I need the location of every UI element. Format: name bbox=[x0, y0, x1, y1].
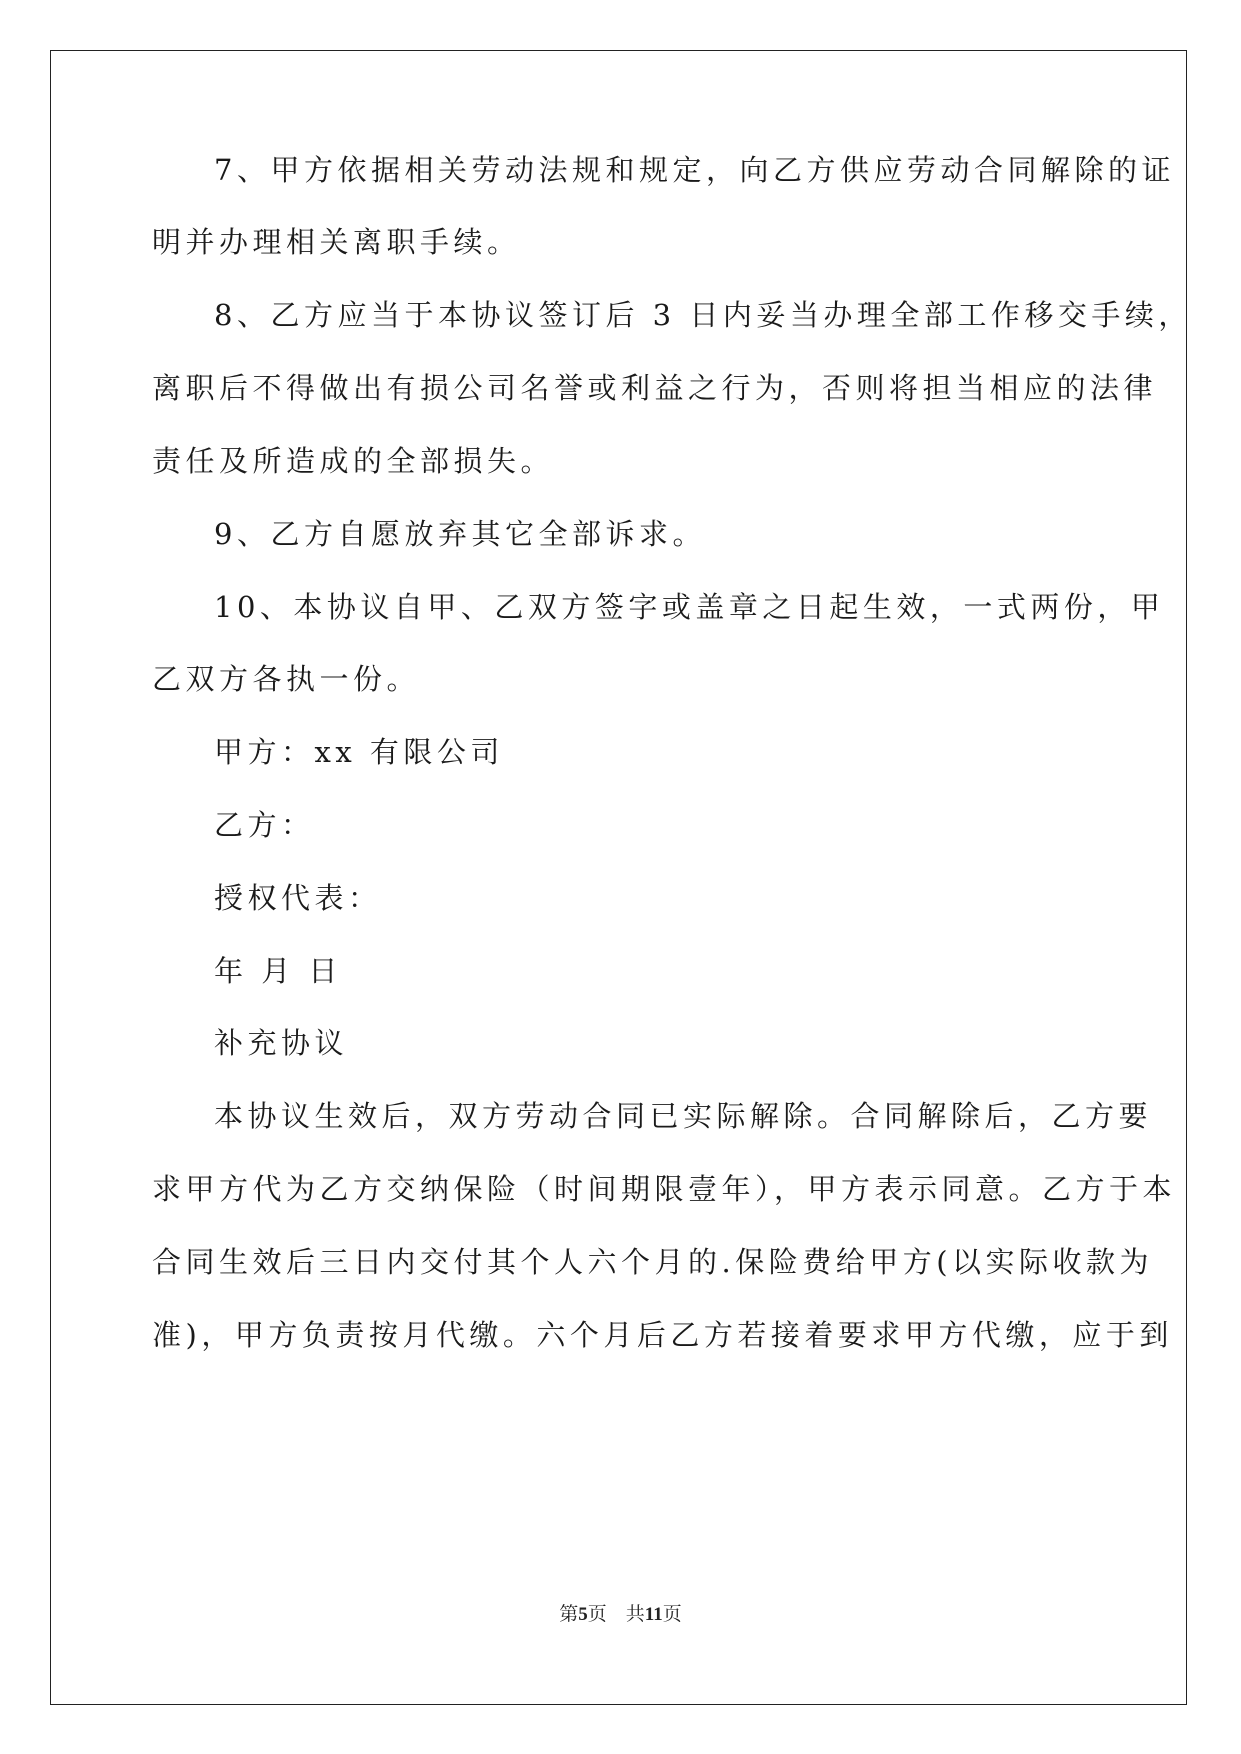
total-pages-number: 11 bbox=[644, 1604, 663, 1625]
paragraph-7-line-1: 7、甲方依据相关劳动法规和规定，向乙方供应劳动合同解除的证 bbox=[214, 153, 1175, 187]
paragraph-10-line-1: 10、本协议自甲、乙双方签字或盖章之日起生效，一式两份，甲 bbox=[214, 590, 1165, 624]
supplement-line-1: 本协议生效后，双方劳动合同已实际解除。合同解除后，乙方要 bbox=[214, 1099, 1153, 1133]
current-page-number: 5 bbox=[578, 1604, 588, 1625]
paragraph-8-line-3: 责任及所造成的全部损失。 bbox=[152, 444, 555, 478]
footer-total-suffix: 页 bbox=[662, 1604, 682, 1625]
paragraph-10-line-2: 乙双方各执一份。 bbox=[152, 662, 421, 696]
paragraph-9: 9、乙方自愿放弃其它全部诉求。 bbox=[214, 517, 706, 551]
paragraph-8-line-2: 离职后不得做出有损公司名誉或利益之行为，否则将担当相应的法律 bbox=[152, 371, 1158, 405]
party-b-signature: 乙方： bbox=[214, 808, 315, 842]
signature-date: 年 月 日 bbox=[214, 954, 342, 988]
supplement-line-3: 合同生效后三日内交付其个人六个月的.保险费给甲方(以实际收款为 bbox=[152, 1245, 1154, 1279]
supplement-line-4: 准)，甲方负责按月代缴。六个月后乙方若接着要求甲方代缴，应于到 bbox=[152, 1318, 1173, 1352]
paragraph-8-line-1: 8、乙方应当于本协议签订后 3 日内妥当办理全部工作移交手续， bbox=[214, 298, 1192, 332]
supplementary-agreement-heading: 补充协议 bbox=[214, 1026, 349, 1060]
authorized-representative: 授权代表： bbox=[214, 881, 382, 915]
paragraph-7-line-2: 明并办理相关离职手续。 bbox=[152, 225, 521, 259]
party-a-signature: 甲方：xx 有限公司 bbox=[214, 735, 504, 769]
supplement-line-2: 求甲方代为乙方交纳保险（时间期限壹年），甲方表示同意。乙方于本 bbox=[152, 1172, 1177, 1206]
page-footer bbox=[0, 1599, 1241, 1626]
footer-page-suffix: 页 共 bbox=[587, 1604, 645, 1625]
footer-prefix: 第 bbox=[559, 1604, 579, 1625]
